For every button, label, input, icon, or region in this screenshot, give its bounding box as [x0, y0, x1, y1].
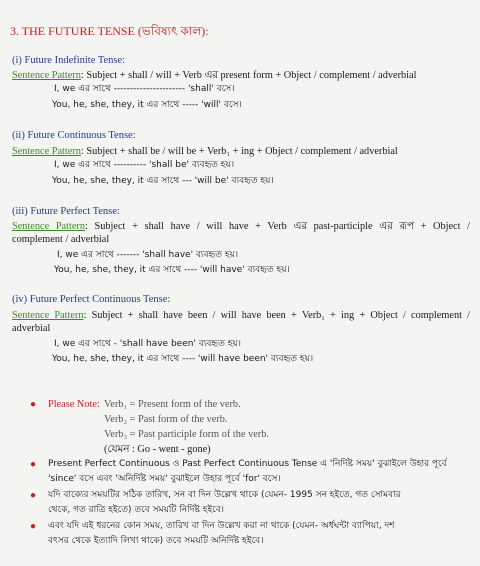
sentence-pattern-future-indefinite — [12, 69, 416, 82]
sentence-pattern-text-cont: complement / adverbial — [12, 234, 110, 246]
sentence-pattern-label: Sentence Pattern — [12, 70, 81, 81]
sentence-pattern-future-perfect — [12, 220, 470, 247]
note-definite-time-line2: থেকে, গত রাত্রি হইতে) তবে সময়টি নির্দিষ্ট হইবে। — [48, 505, 224, 515]
rule-line-i-we: I, we এর সাথে - 'shall have been' ব্যবহৃত হয়। — [54, 339, 241, 349]
verb1-definition: Verb₁ = Present form of the verb. — [104, 399, 241, 410]
rule-line-i-we: I, we এর সাথে ------- 'shall have' ব্যবহৃত হয়। — [57, 250, 239, 260]
sentence-pattern-label: Sentence Pattern — [12, 146, 81, 157]
rule-line-you-he: You, he, she, they, it এর সাথে --- 'will be' ব্যবহৃত হয়। — [52, 176, 274, 186]
section-heading-future-perfect: (iii) Future Perfect Tense: — [12, 206, 120, 217]
sentence-pattern-text-cont: adverbial — [12, 323, 51, 335]
verb2-definition: Verb₂ = Past form of the verb. — [104, 414, 228, 425]
sentence-pattern-text: : Subject + shall have been / will have been + Verb₁ + ing + Object / complement / — [83, 310, 470, 321]
section-heading-future-indefinite: (i) Future Indefinite Tense: — [12, 55, 126, 66]
section-heading-future-continuous: (ii) Future Continuous Tense: — [12, 130, 136, 141]
rule-line-you-he: You, he, she, they, it এর সাথে ---- 'will have' ব্যবহৃত হয়। — [54, 265, 290, 275]
note-indefinite-time-line2: বৎসর থেকে ইত্যাদি লিখা থাকে) তবে সময়টি অনির্দিষ্ট হইবে। — [48, 536, 264, 546]
bullet-icon: ● — [30, 459, 37, 470]
sentence-pattern-text: : Subject + shall have / will have + Verb এর past-participle এর রূপ + Object / — [85, 221, 470, 232]
rule-line-you-he: You, he, she, they, it এর সাথে ----- 'will' বসে। — [52, 100, 242, 110]
verb3-definition: Verb₃ = Past participle form of the verb. — [104, 429, 269, 440]
bullet-icon: ● — [30, 399, 37, 410]
note-since-for-line2: 'since' বসে এবং 'অনির্দিষ্ট সময়' বুঝাইলে উহার পূর্বে 'for' বসে। — [48, 474, 281, 484]
sentence-pattern-future-continuous — [12, 145, 398, 158]
please-note-label: Please Note: — [48, 399, 100, 410]
rule-line-i-we: I, we এর সাথে ---------- 'shall be' ব্যবহৃত হয়। — [54, 160, 235, 170]
bullet-icon: ● — [30, 521, 37, 532]
sentence-pattern-text: : Subject + shall be / will be + Verb₁ + ing + Object / complement / adverbial — [80, 146, 398, 157]
sentence-pattern-text: : Subject + shall / will + Verb এর present form + Object / complement / adverbial — [80, 70, 417, 81]
verb-example: (যেমন : Go - went - gone) — [104, 444, 211, 455]
note-definite-time-line1: যদি বাক্যের সময়টির সঠিক তারিখ, সন বা দিন উল্লেখ থাকে (যেমন- 1995 সন হইতে, গত সোমবার — [48, 490, 401, 500]
note-since-for-line1: Present Perfect Continuous ও Past Perfect Continuous Tense এ 'নির্দিষ্ট সময়' বুঝাইলে উহার পূর্বে — [48, 459, 447, 469]
sentence-pattern-future-perfect-continuous — [12, 309, 470, 336]
note-indefinite-time-line1: এবং যদি এই ধরনের কোন সময়, তারিখ বা দিন উল্লেখ করা না থাকে (যেমন- অর্ধঘন্টা ব্যাপিয়া, দশ — [48, 521, 395, 531]
sentence-pattern-label: Sentence Pattern — [12, 310, 84, 321]
sentence-pattern-label: Sentence Pattern — [12, 221, 85, 232]
rule-line-i-we: I, we এর সাথে ---------------------- 'shall' বসে। — [54, 84, 235, 94]
rule-line-you-he: You, he, she, they, it এর সাথে ---- 'will have been' ব্যবহৃত হয়। — [52, 354, 314, 364]
bullet-icon: ● — [30, 490, 37, 501]
section-heading-future-perfect-continuous: (iv) Future Perfect Continuous Tense: — [12, 294, 171, 305]
page-title: 3. THE FUTURE TENSE (ভবিষ্যৎ কাল): — [10, 24, 209, 38]
